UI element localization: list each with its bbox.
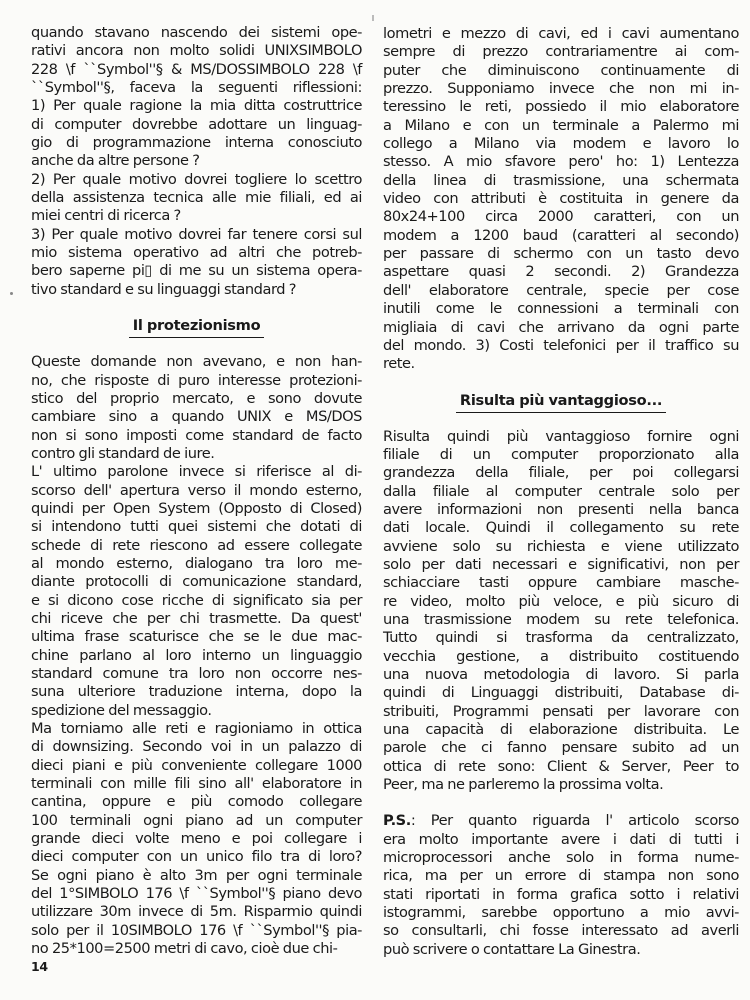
text-line: rativi ancora non molto solidi UNIXSIMBOLO bbox=[31, 42, 362, 60]
text-line: quando stavano nascendo dei sistemi ope- bbox=[31, 24, 362, 41]
section-heading-wrap bbox=[31, 299, 362, 353]
page-number: 14 bbox=[31, 959, 48, 974]
section-heading-wrap bbox=[383, 374, 739, 428]
scan-speck bbox=[372, 15, 374, 21]
intro-paragraph bbox=[31, 24, 362, 299]
text-line: chi riceve che per chi trasmette. Da quest' bbox=[31, 609, 362, 627]
text-line: ultima frase scaturisce che se le due mac- bbox=[31, 628, 362, 646]
text-line: stico del proprio mercato, e sono dovute bbox=[31, 389, 362, 407]
text-line: terminali con mille fili sino all' elaboratore in bbox=[31, 775, 362, 793]
text-line: rica, ma per un errore di stampa non sono bbox=[383, 867, 739, 885]
text-line: diante protocolli di comunicazione standard, bbox=[31, 573, 362, 591]
text-line: prezzo. Supponiamo invece che non mi in- bbox=[383, 80, 739, 98]
text-line: anche da altre persone ? bbox=[31, 152, 200, 170]
text-line: migliaia di cavi che arrivano da ogni parte bbox=[383, 318, 739, 336]
postscript-first-line-text: : Per quanto riguarda l' articolo scorso bbox=[410, 812, 739, 830]
text-line: una capacità di elaborazione distribuita. Le bbox=[383, 721, 739, 739]
text-line: al mondo esterno, dialogano tra loro me- bbox=[31, 554, 362, 572]
text-line: ottica di rete sono: Client & Server, Peer to bbox=[383, 757, 739, 775]
text-line: so consultarli, chi fosse interessato ad averli bbox=[383, 922, 739, 940]
text-line: dell' elaboratore centrale, specie per cose bbox=[383, 281, 739, 299]
text-line: stribuiti, Programmi pensati per lavorare con bbox=[383, 702, 739, 720]
text-line: Tutto quindi si trasforma da centralizzato, bbox=[383, 629, 739, 647]
text-line: utilizzare 30m invece di 5m. Risparmio quindi bbox=[31, 903, 362, 921]
text-line: 2) Per quale motivo dovrei togliere lo scettro bbox=[31, 170, 362, 188]
text-line: può scrivere o contattare La Ginestra. bbox=[383, 940, 641, 958]
text-line: collego a Milano via modem e lavoro lo bbox=[383, 135, 739, 153]
text-line: dati locale. Quindi il collegamento su rete bbox=[383, 519, 739, 537]
text-line: miei centri di ricerca ? bbox=[31, 207, 181, 225]
text-line: chine parlano al loro interno un linguaggio bbox=[31, 646, 362, 664]
text-line: video con attributi è costituita in genere da bbox=[383, 190, 739, 208]
text-line: lometri e mezzo di cavi, ed i cavi aumentano bbox=[383, 25, 739, 42]
vantaggioso-body bbox=[383, 428, 739, 795]
text-line: solo per il 10SIMBOLO 176 \f ``Symbol''§ pia- bbox=[31, 921, 362, 939]
postscript-first-line bbox=[383, 812, 739, 830]
text-line: bero saperne pi▯ di me su un sistema opera- bbox=[31, 262, 362, 280]
text-line: del mondo. 3) Costi telefonici per il traffico su bbox=[383, 336, 739, 354]
text-line: spedizione del messaggio. bbox=[31, 701, 212, 719]
postscript-body bbox=[383, 831, 739, 959]
text-line: schede di rete riescono ad essere collegate bbox=[31, 536, 362, 554]
text-line: non si sono imposti come standard de facto bbox=[31, 426, 362, 444]
text-line: dalla filiale al computer centrale solo per bbox=[383, 482, 739, 500]
text-line: 80x24+100 circa 2000 caratteri, con un bbox=[383, 208, 739, 226]
protezionismo-body bbox=[31, 353, 362, 958]
text-line: Ma torniamo alle reti e ragioniamo in ottica bbox=[31, 720, 362, 738]
text-line: L' ultimo parolone invece si riferisce al di- bbox=[31, 463, 362, 481]
text-line: microprocessori anche solo in forma nume- bbox=[383, 849, 739, 867]
text-line: del 1°SIMBOLO 176 \f ``Symbol''§ piano devo bbox=[31, 885, 362, 903]
text-line: teressino le reti, possiedo il mio elaboratore bbox=[383, 98, 739, 116]
text-line: 228 \f ``Symbol''§ & MS/DOSSIMBOLO 228 \f bbox=[31, 60, 362, 78]
postscript-label: P.S. bbox=[383, 812, 411, 830]
text-line: contro gli standard de iure. bbox=[31, 444, 215, 462]
text-line: di downsizing. Secondo voi in un palazzo di bbox=[31, 738, 362, 756]
text-line: dieci piani e più conveniente collegare 1000 bbox=[31, 756, 362, 774]
text-line: e si dicono cose ricche di significato sia per bbox=[31, 591, 362, 609]
text-line: inutili come le connessioni a terminali con bbox=[383, 300, 739, 318]
text-line: per passare di schermo con un tasto devo bbox=[383, 245, 739, 263]
text-line: una trasmissione modem su rete telefonica. bbox=[383, 610, 739, 628]
text-line: Se ogni piano è alto 3m per ogni terminale bbox=[31, 866, 362, 884]
text-line: aspettare quasi 2 secondi. 2) Grandezza bbox=[383, 263, 739, 281]
text-line: 1) Per quale ragione la mia ditta costruttrice bbox=[31, 97, 362, 115]
right-column bbox=[383, 25, 739, 959]
text-line: rete. bbox=[383, 355, 415, 373]
text-line: avere informazioni non presenti nella banca bbox=[383, 500, 739, 518]
text-line: tivo standard e su linguaggi standard ? bbox=[31, 280, 297, 298]
text-line: suna ulteriore traduzione interna, dopo la bbox=[31, 683, 362, 701]
text-line: quindi per Open System (Opposto di Closed) bbox=[31, 499, 362, 517]
text-line: parole che ci fanno pensare subito ad un bbox=[383, 739, 739, 757]
text-line: gio di programmazione interna conosciuto bbox=[31, 134, 362, 152]
text-line: no, che risposte di puro interesse protezioni- bbox=[31, 371, 362, 389]
text-line: schiacciare tasti oppure cambiare masche- bbox=[383, 574, 739, 592]
text-line: grandezza della filiale, per poi collegarsi bbox=[383, 464, 739, 482]
text-line: Peer, ma ne parleremo la prossima volta. bbox=[383, 776, 664, 794]
scan-speck bbox=[10, 292, 13, 295]
text-line: solo per dati necessari e significativi, non per bbox=[383, 555, 739, 573]
text-line: cantina, oppure e più comodo collegare bbox=[31, 793, 362, 811]
text-line: vecchia gestione, a distribuito costituendo bbox=[383, 647, 739, 665]
text-line: ``Symbol''§, faceva la seguenti riflessioni: bbox=[31, 79, 362, 97]
text-line: 3) Per quale motivo dovrei far tenere corsi sul bbox=[31, 225, 362, 243]
left-column bbox=[31, 24, 362, 959]
text-line: Risulta quindi più vantaggioso fornire ogni bbox=[383, 427, 739, 445]
text-line: sempre di prezzo contrariamentre ai com- bbox=[383, 43, 739, 61]
section-heading-vantaggioso: Risulta più vantaggioso... bbox=[456, 392, 666, 413]
text-line: Queste domande non avevano, e non han- bbox=[31, 353, 362, 371]
text-line: a Milano e con un terminale a Palermo mi bbox=[383, 116, 739, 134]
text-line: cambiare sino a quando UNIX e MS/DOS bbox=[31, 408, 362, 426]
text-line: di computer dovrebbe adottare un linguag- bbox=[31, 115, 362, 133]
text-line: modem a 1200 baud (caratteri al secondo) bbox=[383, 226, 739, 244]
section-heading-protezionismo: Il protezionismo bbox=[129, 317, 265, 338]
text-line: stati riportati in forma grafica sotto i relativi bbox=[383, 885, 739, 903]
paragraph-gap bbox=[383, 794, 739, 812]
text-line: una nuova metodologia di lavoro. Si parla bbox=[383, 666, 739, 683]
text-line: stesso. A mio sfavore pero' ho: 1) Lentezza bbox=[383, 153, 739, 171]
text-line: della assistenza tecnica alle mie filiali, ed ai bbox=[31, 189, 362, 207]
text-line: istogrammi, sarebbe opportuno a mio avvi- bbox=[383, 904, 739, 922]
text-line: re video, molto più veloce, e più sicuro di bbox=[383, 592, 739, 610]
text-line: quindi di Linguaggi distribuiti, Database di- bbox=[383, 684, 739, 702]
text-line: si intendono tutti quei sistemi che dotati di bbox=[31, 518, 362, 536]
continued-paragraph bbox=[383, 25, 739, 374]
text-line: dieci computer con un unico filo tra di loro? bbox=[31, 848, 362, 866]
text-line: della linea di trasmissione, una schermata bbox=[383, 171, 739, 189]
text-line: no 25*100=2500 metri di cavo, cioè due chi- bbox=[31, 940, 338, 958]
text-line: era molto importante avere i dati di tutti i bbox=[383, 830, 739, 848]
text-line: scorso dell' apertura verso il mondo esterno, bbox=[31, 481, 362, 499]
text-line: filiale di un computer proporzionato alla bbox=[383, 445, 739, 463]
text-line: grande dieci volte meno e poi collegare i bbox=[31, 830, 362, 848]
postscript bbox=[383, 812, 739, 959]
text-line: mio sistema operativo ad altri che potreb- bbox=[31, 244, 362, 262]
text-line: puter che diminuiscono continuamente di bbox=[383, 61, 739, 79]
text-line: 100 terminali ogni piano ad un computer bbox=[31, 811, 362, 829]
text-line: avviene solo su richiesta e viene utilizzato bbox=[383, 537, 739, 555]
text-line: standard comune tra loro non occorre nes- bbox=[31, 665, 362, 682]
